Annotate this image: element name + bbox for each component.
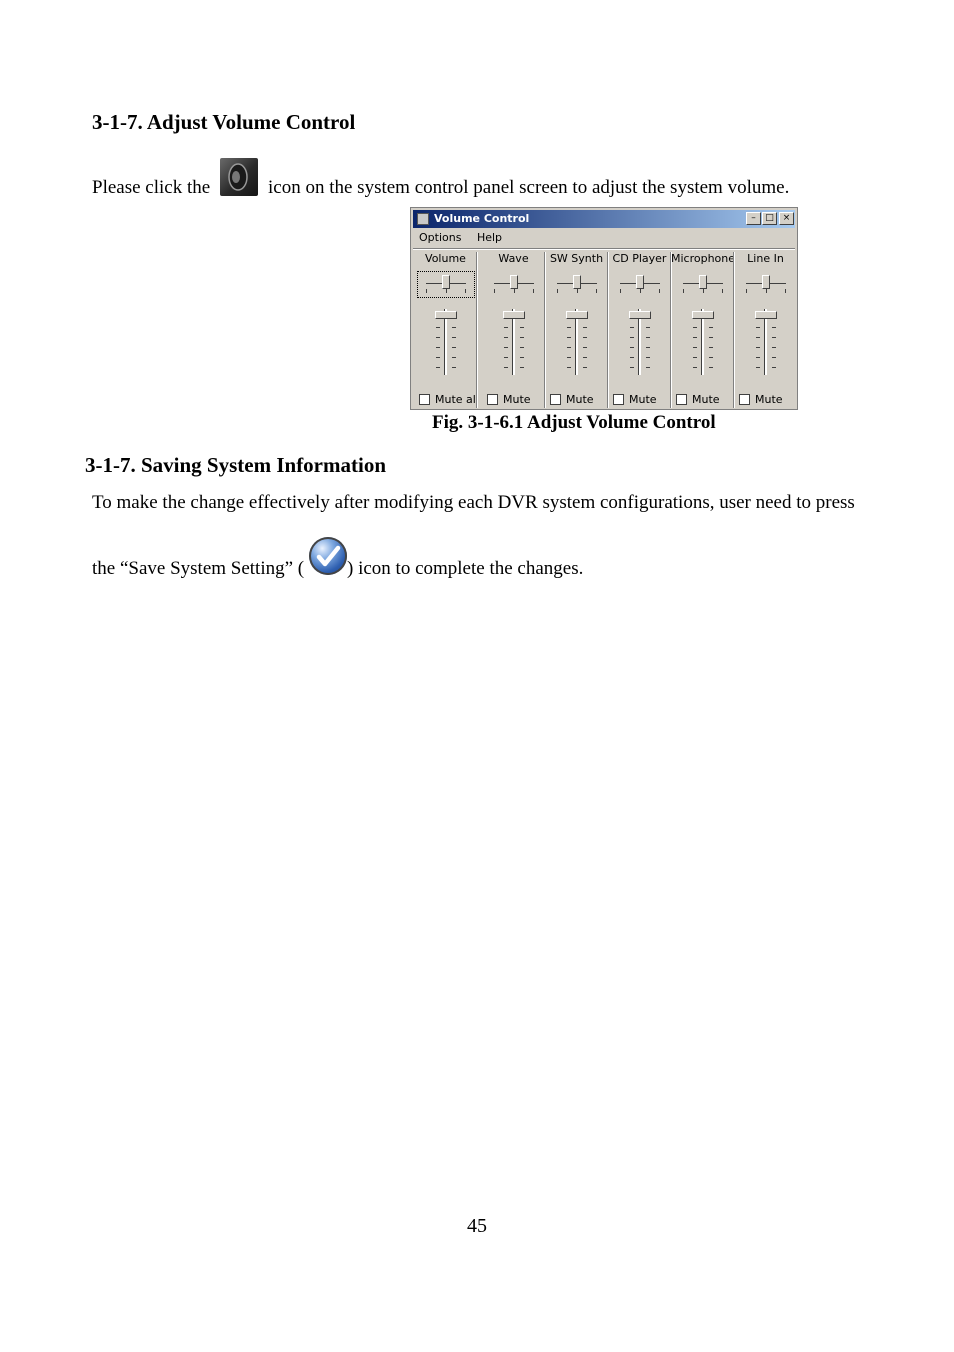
balance-slider[interactable]	[557, 273, 597, 293]
column-label: Line In	[747, 252, 784, 265]
menu-bar	[419, 231, 514, 244]
saving-text-line2-start: the “Save System Setting” (	[92, 558, 305, 579]
volume-slider[interactable]	[426, 307, 466, 377]
volume-slider[interactable]	[746, 307, 786, 377]
title-bar	[413, 210, 795, 228]
balance-slider[interactable]	[683, 273, 723, 293]
checkbox-box[interactable]	[739, 394, 750, 405]
checkbox-box[interactable]	[613, 394, 624, 405]
balance-slider[interactable]	[746, 273, 786, 293]
checkbox-box[interactable]	[550, 394, 561, 405]
checkbox-box[interactable]	[419, 394, 430, 405]
menu-options[interactable]: Options	[419, 231, 462, 244]
mute-checkbox[interactable]	[739, 393, 783, 406]
volume-slider-thumb[interactable]	[755, 311, 777, 319]
mute-checkbox[interactable]	[487, 393, 531, 406]
volume-slider-thumb[interactable]	[566, 311, 588, 319]
check-icon	[309, 537, 347, 575]
minimize-button[interactable]: –	[746, 212, 761, 225]
column-label: Microphone	[671, 252, 736, 265]
column-label: Wave	[498, 252, 529, 265]
balance-slider-thumb[interactable]	[699, 275, 707, 289]
window-title: Volume Control	[434, 212, 530, 225]
balance-slider-thumb[interactable]	[636, 275, 644, 289]
mute-label: Mute all	[435, 393, 479, 406]
instruction-text-end: icon on the system control panel screen to adjust the system volume.	[268, 177, 790, 198]
instruction-text-start: Please click the	[92, 177, 211, 198]
volume-slider-thumb[interactable]	[503, 311, 525, 319]
mute-checkbox[interactable]	[676, 393, 720, 406]
balance-slider-thumb[interactable]	[510, 275, 518, 289]
mixer-column-volume	[414, 252, 477, 408]
section-heading-saving: 3-1-7. Saving System Information	[85, 453, 387, 477]
checkbox-box[interactable]	[487, 394, 498, 405]
maximize-button[interactable]: □	[762, 212, 777, 225]
mixer-column-wave	[482, 252, 545, 408]
section-heading-volume: 3-1-7. Adjust Volume Control	[92, 110, 356, 134]
volume-control-window	[410, 207, 798, 410]
balance-slider[interactable]	[426, 273, 466, 293]
balance-slider[interactable]	[620, 273, 660, 293]
mute-label: Mute	[566, 393, 594, 406]
volume-slider-thumb[interactable]	[692, 311, 714, 319]
volume-slider[interactable]	[557, 307, 597, 377]
balance-slider-thumb[interactable]	[573, 275, 581, 289]
volume-slider[interactable]	[683, 307, 723, 377]
column-label: SW Synth	[549, 252, 604, 265]
volume-slider[interactable]	[620, 307, 660, 377]
volume-slider-thumb[interactable]	[435, 311, 457, 319]
balance-slider-thumb[interactable]	[442, 275, 450, 289]
mute-checkbox[interactable]	[550, 393, 594, 406]
mute-checkbox[interactable]	[613, 393, 657, 406]
menu-help[interactable]: Help	[476, 231, 503, 244]
saving-text-line1: To make the change effectively after modifying each DVR system configurations, user need to press	[92, 492, 855, 513]
mute-label: Mute	[503, 393, 531, 406]
page-number: 45	[467, 1215, 487, 1237]
checkbox-box[interactable]	[676, 394, 687, 405]
mute-label: Mute	[629, 393, 657, 406]
volume-slider[interactable]	[494, 307, 534, 377]
balance-slider-thumb[interactable]	[762, 275, 770, 289]
mute-label: Mute	[692, 393, 720, 406]
column-label: CD Player	[612, 252, 667, 265]
close-button[interactable]: ×	[779, 212, 794, 225]
mixer-column-line-in	[734, 252, 797, 408]
column-label: Volume	[425, 252, 466, 265]
saving-text-line2-end: ) icon to complete the changes.	[347, 558, 584, 579]
mute-all-checkbox[interactable]	[419, 393, 479, 406]
volume-slider-thumb[interactable]	[629, 311, 651, 319]
figure-caption: Fig. 3-1-6.1 Adjust Volume Control	[432, 412, 716, 433]
mixer-column-cd-player	[608, 252, 671, 408]
mixer-column-microphone	[671, 252, 734, 408]
speaker-icon	[220, 158, 258, 196]
balance-slider[interactable]	[494, 273, 534, 293]
window-app-icon	[417, 213, 429, 225]
menu-separator	[413, 248, 795, 250]
mixer-column-sw-synth	[545, 252, 608, 408]
mute-label: Mute	[755, 393, 783, 406]
